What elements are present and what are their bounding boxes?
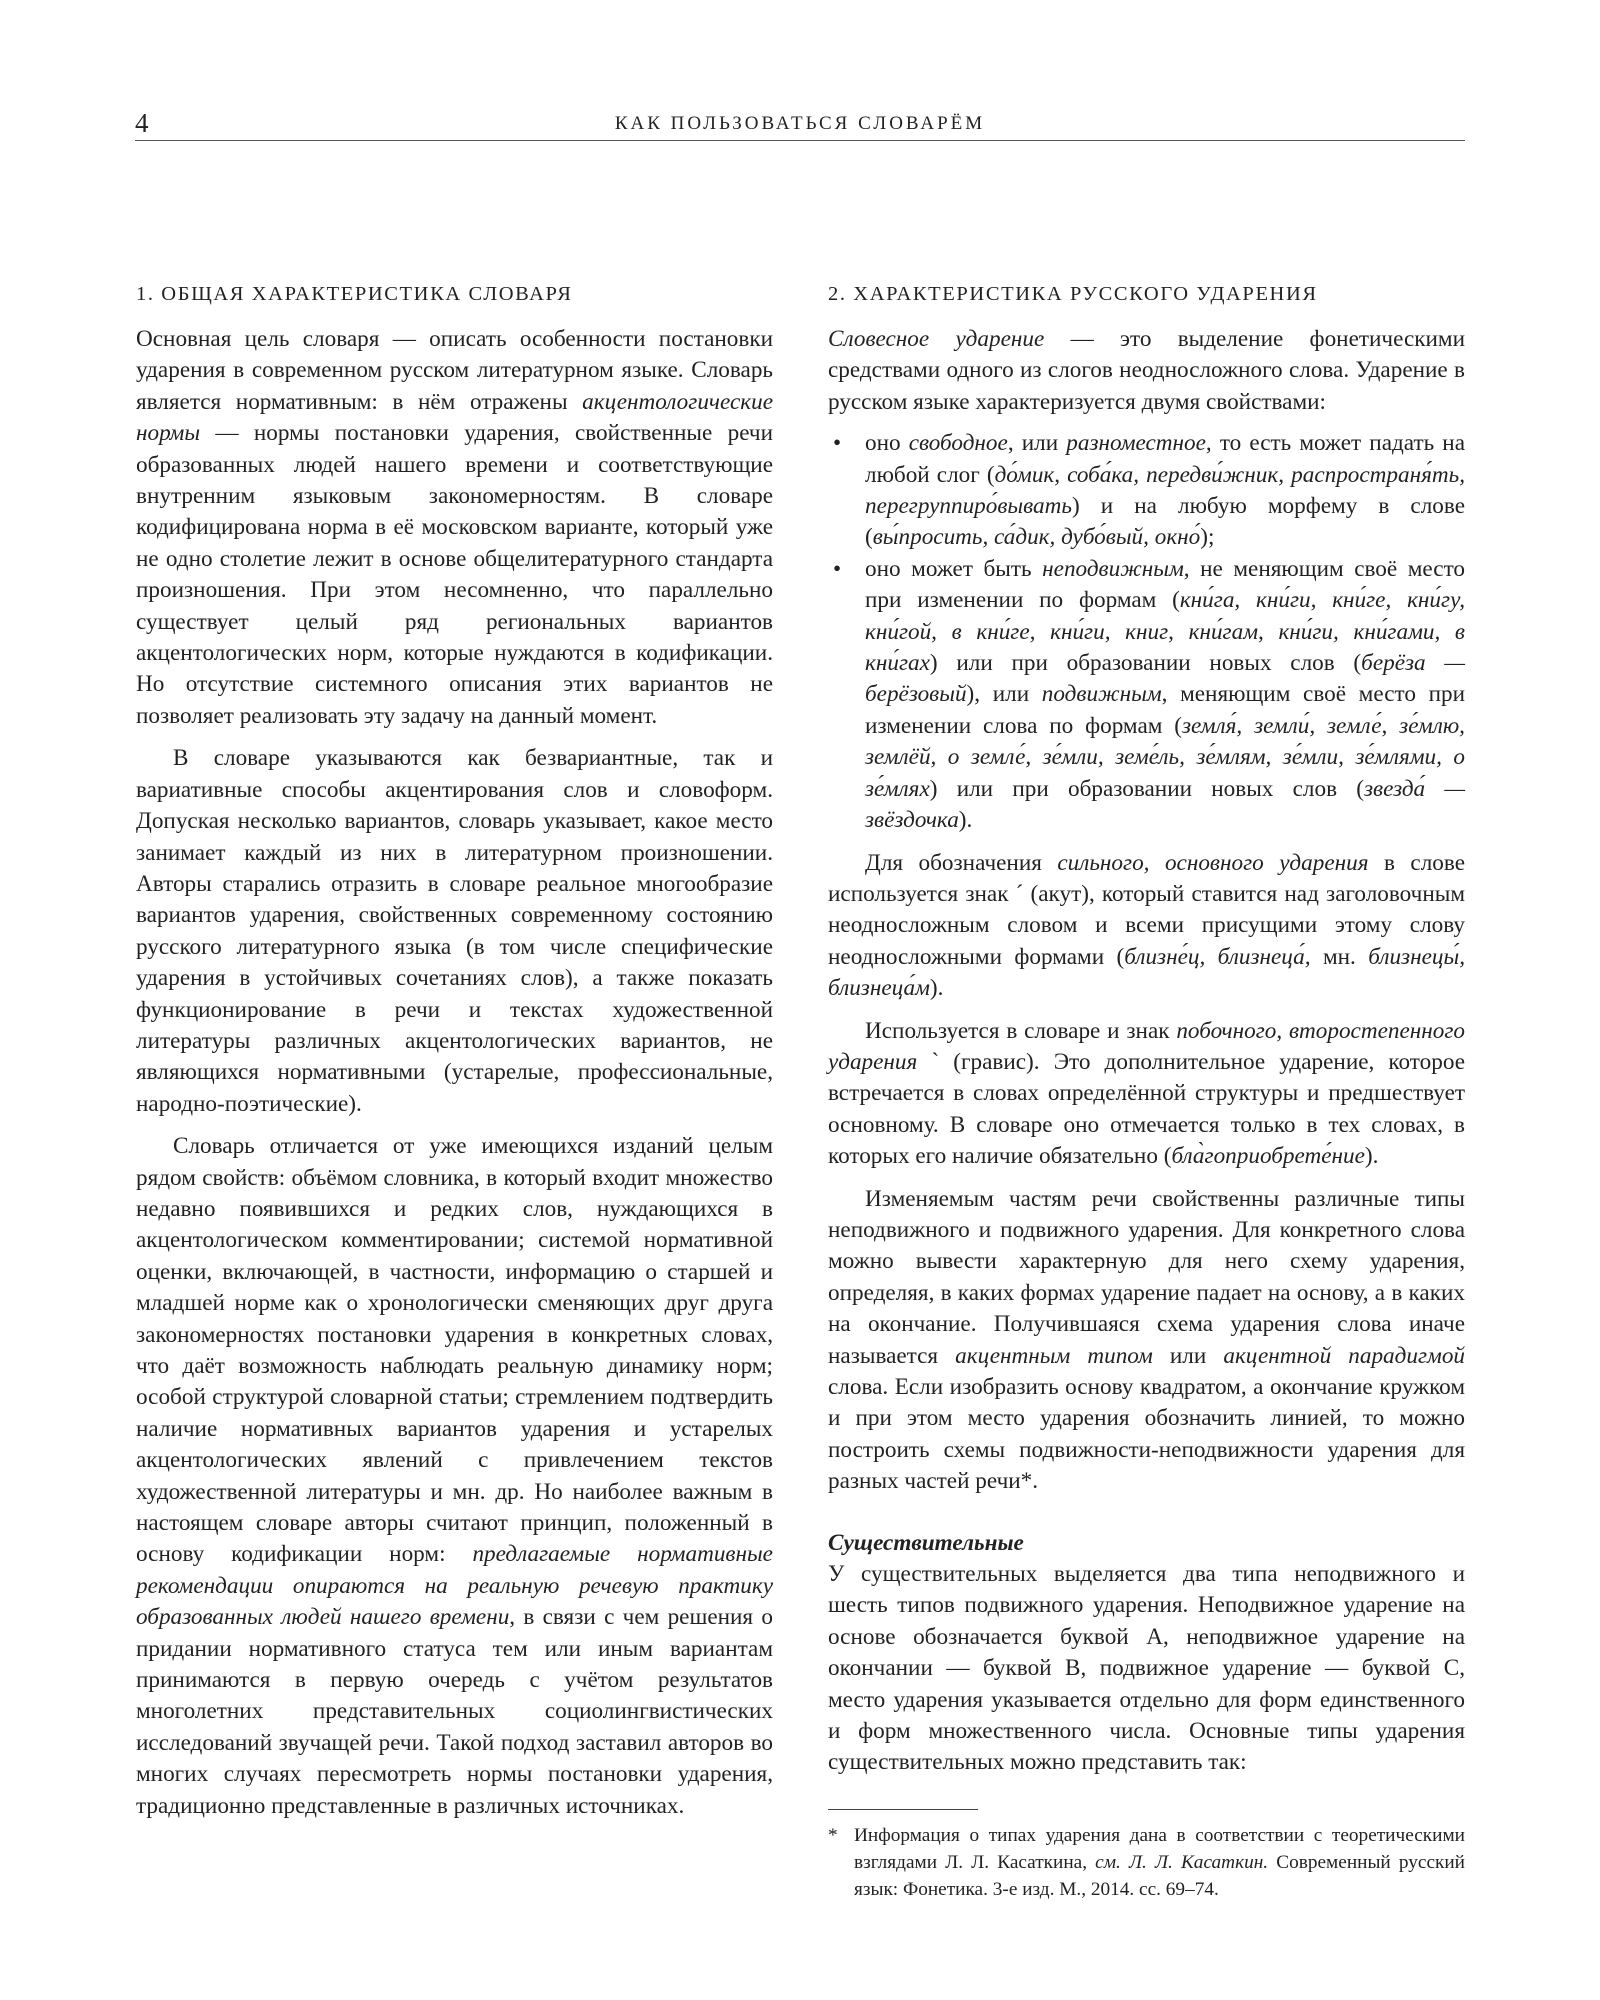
italic-term: акцентной парадигмой — [1223, 1342, 1466, 1369]
text-run: , или — [1007, 430, 1067, 457]
left-column — [136, 280, 773, 1822]
running-head — [135, 108, 1465, 141]
italic-examples: бла̀гоприобрете́ние — [1171, 1143, 1365, 1170]
italic-examples: до́мик, соба́ка, передви́жник, распространя́ть, перегруппиро́вывать — [865, 461, 1465, 520]
italic-term: Словесное ударение — [828, 326, 1045, 352]
italic-term: сильного, основного ударения — [1057, 849, 1369, 876]
italic-term: акцентным типом — [955, 1342, 1153, 1369]
text-run: мн. — [1310, 943, 1369, 970]
text-run: , не меняющим своё место при изменении по формам ( — [865, 555, 1465, 614]
nouns-subheading: Существительные — [828, 1529, 1024, 1556]
italic-term: подвижным — [1041, 681, 1162, 708]
italic-examples: вы́просить, са́дик, дубо́вый, окно́ — [872, 524, 1201, 551]
italic-examples: звезда́ — звёздочка — [865, 775, 1465, 834]
text-run: ` (гравис). Это дополнительное ударение, которое встречается в словах определённой структуры и предшествует основному. В словаре оно отмечается только в тех словах, в которых его наличие обязательно ( — [828, 1048, 1465, 1170]
text-run: , в связи с чем решения о придании нормативного статуса тем или иным вариантам принимаются в первую очередь с учётом результатов многолетних представительных социолингвистических исследований звучащей речи. Такой подход заставил авторов во многих случаях пересмотреть нормы постановки ударения, традиционно представленные в различных источниках. — [136, 1604, 773, 1819]
text-run: Изменяемым частям речи свойственны различные типы неподвижного и подвижного ударения. Для конкретного слова можно вывести характерную для него схему ударения, определяя, в каких формах ударение падает на основу, а в каких на окончание. Получившаяся схема ударения слова иначе называется — [828, 1185, 1465, 1369]
footnote-divider — [828, 1809, 978, 1810]
italic-examples: берёза — берёзовый — [865, 650, 1465, 708]
text-run: слова. Если изобразить основу квадратом, а окончание кружком и при этом место ударения обозначить линией, то можно построить схемы подвижности-неподвижности ударения для разных частей речи*. — [828, 1374, 1465, 1495]
right-column — [828, 280, 1465, 1903]
list-item — [828, 428, 1465, 554]
italic-term: акцентологические нормы — [136, 388, 773, 447]
text-run: оно может быть — [865, 555, 1043, 582]
page-number: 4 — [135, 108, 149, 138]
running-title: КАК ПОЛЬЗОВАТЬСЯ СЛОВАРЁМ — [614, 113, 986, 134]
italic-examples: кни́га, кни́ги, кни́ге, кни́гу, кни́гой, в кни́ге, кни́ги, книг, кни́гам, кни́ги, кни́гами, в кни́гах — [865, 587, 1466, 677]
bullet-icon: • — [833, 430, 842, 457]
italic-citation: см. Л. Л. Касаткин. — [1095, 1851, 1269, 1873]
paragraph-variants: В словаре указываются как безвариантные, так и вариативные способы акцентирования слов и словоформ. Допуская несколько вариантов, словарь указывает, какое место занимает каждый из них в литературном произношении. Авторы старались отразить в словаре реальное многообразие вариантов ударения, свойственных современному состоянию русского литературного языка (в том числе специфические ударения в устойчивых сочетаниях слов), а также показать функционирование в речи и текстах художественной литературы различных акцентологических вариантов, не являющихся нормативными (устарелые, профессиональные, народно-поэтические). — [136, 745, 773, 1117]
paragraph-purpose — [136, 324, 773, 732]
section-1-heading: 1. ОБЩАЯ ХАРАКТЕРИСТИКА СЛОВАРЯ — [136, 283, 573, 305]
paragraph-nouns: У существительных выделяется два типа неподвижного и шесть типов подвижного ударения. Неподвижное ударение на основе обозначается буквой А, неподвижное ударение на окончании — буквой В, подвижное ударение — буквой С, место ударения указывается отдельно для форм единственного и форм множественного числа. Основные типы ударения существительных можно представить так: — [828, 1561, 1465, 1776]
italic-examples: земля́, земли́, земле́, зе́млю, землёй, о земле́, зе́мли, земе́ль, зе́млям, зе́мли, зе́млями, о зе́млях — [865, 712, 1465, 802]
italic-term: разноместное — [1066, 430, 1206, 457]
text-run: Для обозначения — [865, 849, 1058, 876]
text-run: ) или при образовании новых слов ( — [929, 775, 1364, 802]
text-run: , то есть может падать на любой слог ( — [865, 430, 1466, 488]
italic-examples: близне́ц, близнеца́, — [1124, 943, 1311, 970]
paragraph-acute — [828, 848, 1465, 1005]
text-run: Словарь отличается от уже имеющихся изданий целым рядом свойств: объёмом словника, в который входит множество недавно появившихся и редких слов, нуждающихся в акцентологическом комментировании; системой нормативной оценки, включающей, в частности, информацию о старшей и младшей норме как о хронологически сменяющих друг друга закономерностях постановки ударения в конкретных словах, что даёт возможность наблюдать реальную динамику норм; особой структурой словарной статьи; стремлением подтвердить наличие нормативных вариантов ударения и устарелых акцентологических явлений с привлечением текстов художественной литературы и мн. др. Но наиболее важным в настоящем словаре авторы считают принцип, положенный в основу кодификации норм: — [136, 1133, 773, 1568]
text-run: , меняющим своё место при изменении слова по формам ( — [865, 681, 1465, 739]
stress-properties-list — [828, 428, 1465, 836]
text-run: ) и на любую морфему в слове ( — [865, 493, 1465, 551]
text-run: Основная цель словаря — описать особенности постановки ударения в современном русском литературном языке. Словарь является нормативным: в нём отражены — [136, 326, 773, 415]
footnote-mark: * — [828, 1824, 838, 1846]
text-run: ) или при образовании новых слов ( — [929, 650, 1362, 677]
text-run: ). — [1364, 1143, 1379, 1170]
bullet-icon: • — [833, 555, 842, 582]
text-run: Информация о типах ударения дана в соответствии с теоретическими взглядами Л. Л. Касаткина, — [854, 1824, 1465, 1873]
text-run: в слове используется знак ´ (акут), который ставится над заголовочным неодносложным словом и всеми присущими этому слову неодносложными формами ( — [828, 849, 1465, 970]
paragraph-accent-types — [828, 1184, 1465, 1498]
italic-principle: предлагаемые нормативные рекомендации опираются на реальную речевую практику образованных людей нашего времени — [136, 1541, 773, 1631]
paragraph-grave — [828, 1016, 1465, 1173]
italic-term: свободное — [908, 430, 1008, 457]
text-run: ), или — [966, 681, 1042, 708]
text-run: — это выделение фонетическими средствами одного из слогов неодносложного слова. Ударение в русском языке характеризуется двумя свойствами: — [828, 326, 1465, 415]
text-run: ); — [1200, 524, 1215, 551]
section-2-heading: 2. ХАРАКТЕРИСТИКА РУССКОГО УДАРЕНИЯ — [828, 283, 1318, 305]
italic-term: побочного, второстепенного ударения — [828, 1017, 1466, 1075]
text-run: или — [1152, 1342, 1224, 1369]
list-item — [828, 554, 1465, 837]
paragraph-stress-definition — [828, 324, 1465, 418]
text-run: Используется в словаре и знак — [865, 1017, 1177, 1044]
paragraph-features — [136, 1131, 773, 1822]
italic-examples: близнецы́, близнеца́м — [828, 943, 1465, 1002]
text-run: оно — [865, 430, 909, 457]
italic-term: неподвижным — [1042, 555, 1184, 582]
footnote — [828, 1822, 1465, 1903]
text-run: ). — [958, 807, 973, 834]
text-run: ). — [929, 975, 944, 1002]
text-run: — нормы постановки ударения, свойственные речи образованных людей нашего времени и соответствующие внутренним языковым закономерностям. В словаре кодифицирована норма в её московском варианте, который уже не одно столетие лежит в основе общелитературного стандарта произношения. При этом несомненно, что параллельно существует целый ряд региональных вариантов акцентологических норм, которые нуждаются в кодификации. Но отсутствие системного описания этих вариантов не позволяет реализовать эту задачу на данный момент. — [136, 420, 773, 729]
text-run: Современный русский язык: Фонетика. 3-е изд. М., 2014. сс. 69–74. — [854, 1851, 1466, 1900]
